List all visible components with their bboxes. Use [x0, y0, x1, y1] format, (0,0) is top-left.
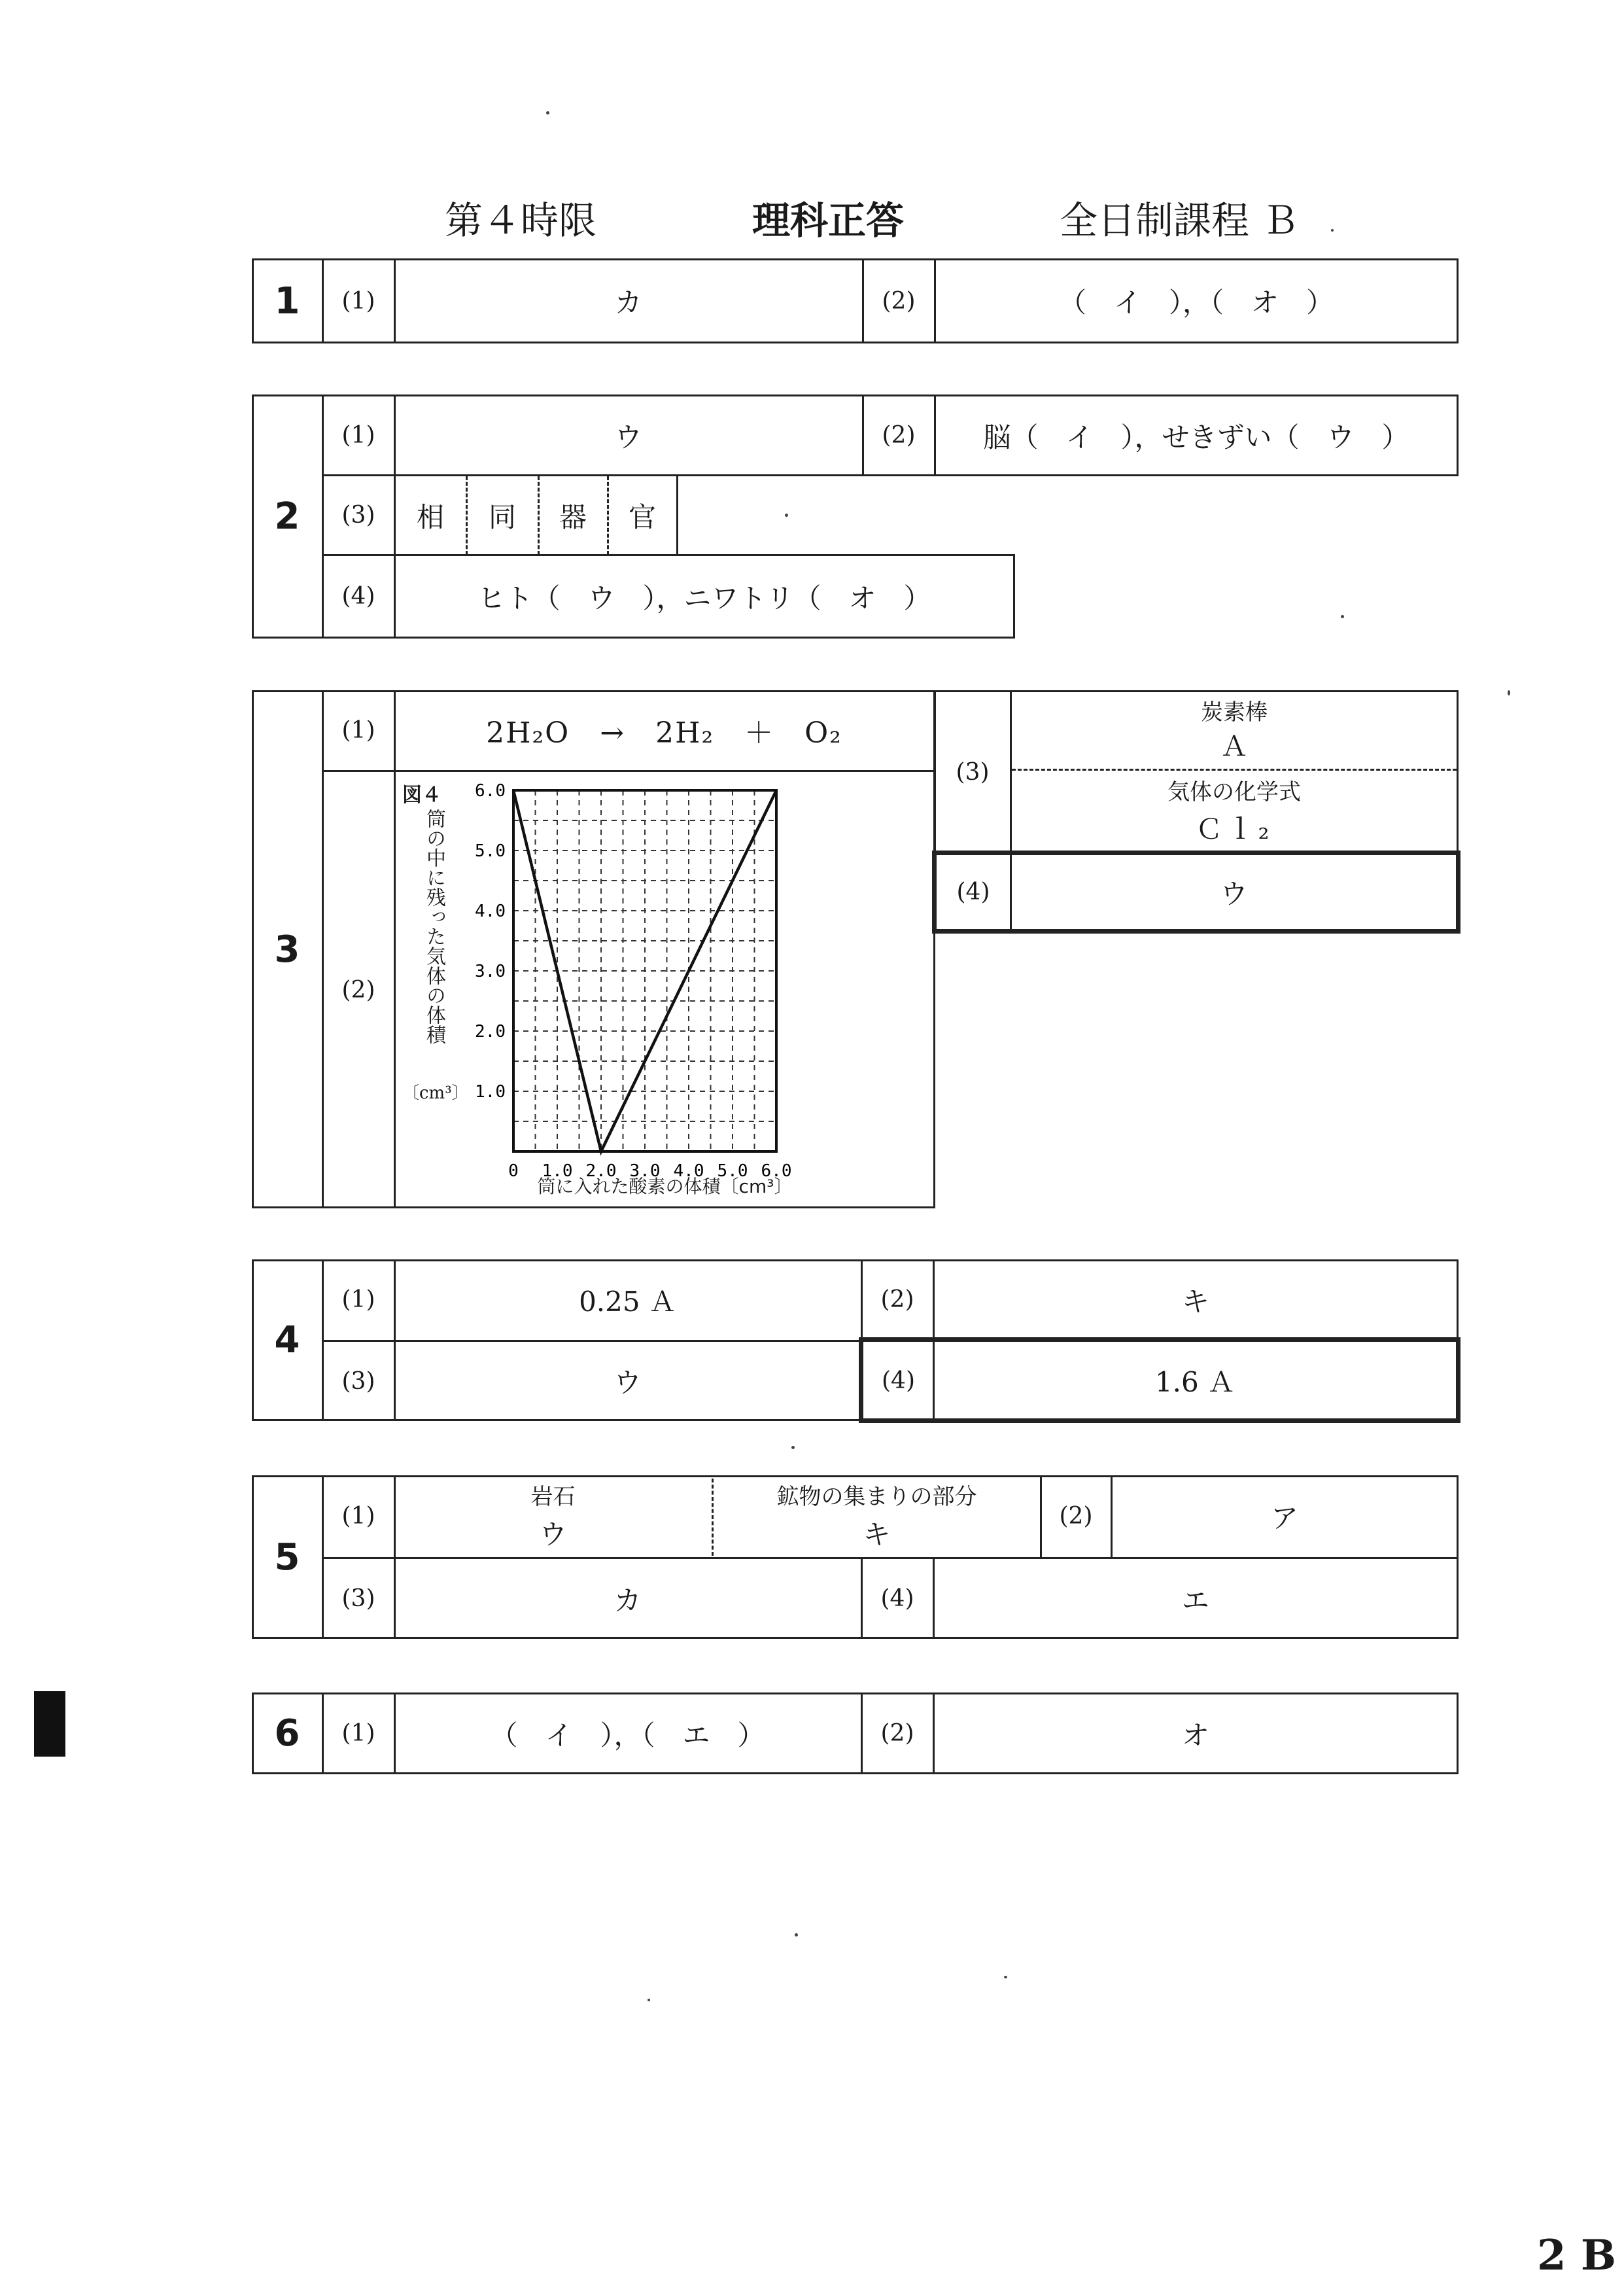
part-label: (4) [341, 583, 375, 610]
answer-char: 器 [559, 500, 587, 533]
scan-speck [1331, 229, 1334, 232]
part-label: (3) [341, 1585, 375, 1612]
answer: キ [863, 1518, 891, 1551]
registration-mark [34, 1691, 65, 1757]
column-heading: 炭素棒 [1201, 699, 1268, 726]
answer: 1.6 Ａ [1154, 1366, 1235, 1398]
answer: エ [1181, 1584, 1209, 1617]
part-label: (1) [341, 1286, 375, 1313]
part-label: (2) [1059, 1503, 1093, 1530]
answer: ウ [613, 1367, 642, 1399]
scan-speck [785, 514, 788, 517]
part-label: (1) [341, 287, 375, 315]
page-title: 理科正答 [752, 198, 905, 243]
part-label: (2) [341, 977, 375, 1004]
period-label: 第４時限 [445, 198, 597, 243]
scan-speck [1508, 690, 1510, 695]
scan-speck [791, 1446, 795, 1449]
answer: 脳（ イ ），せきずい（ ウ ） [983, 421, 1409, 453]
x-tick-label: 2.0 [585, 1161, 617, 1181]
column-heading: 気体の化学式 [1167, 779, 1301, 805]
y-tick-label: 2.0 [475, 1022, 506, 1042]
course-label: 全日制課程 Ｂ [1060, 198, 1300, 243]
scan-speck [1341, 615, 1344, 618]
answer: キ [1181, 1285, 1209, 1318]
x-axis-label: 筒に入れた酸素の体積〔cm³〕 [537, 1176, 793, 1197]
figure-4-graph [396, 772, 934, 1206]
question-number: 5 [274, 1535, 300, 1579]
y-axis-unit: 〔cm³〕 [402, 1083, 469, 1103]
answer: （ イ ），（ オ ） [1058, 287, 1334, 319]
answer: 0.25 Ａ [579, 1285, 676, 1318]
answer: カ [614, 287, 642, 319]
part-label: (1) [341, 1720, 375, 1747]
page-mark: 2 B [1537, 2231, 1616, 2280]
column-heading: 鉱物の集まりの部分 [776, 1483, 977, 1510]
part-label: (1) [341, 1503, 375, 1530]
column-heading: 岩石 [530, 1483, 576, 1510]
answer: ア [1270, 1501, 1298, 1534]
part-label: (4) [880, 1585, 914, 1612]
part-label: (3) [956, 758, 990, 786]
answer-char: 官 [628, 500, 656, 533]
y-tick-label: 1.0 [475, 1082, 506, 1102]
scan-speck [795, 1933, 798, 1937]
answer: ウ [539, 1518, 567, 1551]
x-tick-label: 3.0 [629, 1161, 661, 1181]
chart-plot [396, 772, 934, 1206]
part-label: (1) [341, 716, 375, 744]
question-number: 3 [274, 928, 300, 971]
x-tick-label: 6.0 [761, 1161, 792, 1181]
question-number: 2 [274, 495, 300, 538]
scan-speck [1004, 1976, 1007, 1978]
answer: ウ [614, 421, 642, 453]
x-tick-label: 4.0 [673, 1161, 704, 1181]
answer-char: 同 [488, 500, 516, 533]
figure-label: 図４ [402, 784, 441, 807]
answer: 2H₂O → 2H₂ ＋ O₂ [486, 716, 842, 750]
answer: ヒト（ ウ ），ニワトリ（ オ ） [477, 582, 931, 614]
y-tick-label: 6.0 [475, 781, 506, 801]
part-label: (4) [956, 879, 990, 905]
part-label: (2) [882, 287, 916, 315]
x-tick-label: 5.0 [717, 1161, 748, 1181]
y-tick-label: 4.0 [475, 902, 506, 921]
answer: Ｃｌ₂ [1195, 813, 1273, 845]
part-label: (3) [341, 1367, 375, 1395]
answer-char: 相 [416, 500, 444, 533]
y-tick-label: 3.0 [475, 962, 506, 981]
question-number: 4 [274, 1319, 300, 1361]
x-tick-label: 1.0 [542, 1161, 573, 1181]
part-label: (3) [341, 502, 375, 529]
question-number: 1 [274, 279, 300, 323]
y-tick-label: 5.0 [475, 841, 506, 861]
y-axis-label: 筒の中に残った気体の体積 [423, 809, 445, 1044]
answer: カ [613, 1584, 642, 1617]
answer: Ａ [1220, 730, 1248, 762]
answer: （ イ ），（ エ ） [490, 1719, 765, 1751]
x-tick-label: 0 [508, 1161, 519, 1181]
question-number: 6 [274, 1712, 300, 1755]
part-label: (2) [880, 1286, 914, 1313]
part-label: (2) [880, 1720, 914, 1747]
answer: ウ [1220, 877, 1248, 910]
part-label: (4) [882, 1367, 915, 1394]
part-label: (1) [341, 422, 375, 449]
scan-speck [648, 1999, 650, 2001]
answer: オ [1181, 1719, 1209, 1751]
part-label: (2) [882, 422, 916, 449]
scan-speck [546, 111, 549, 114]
